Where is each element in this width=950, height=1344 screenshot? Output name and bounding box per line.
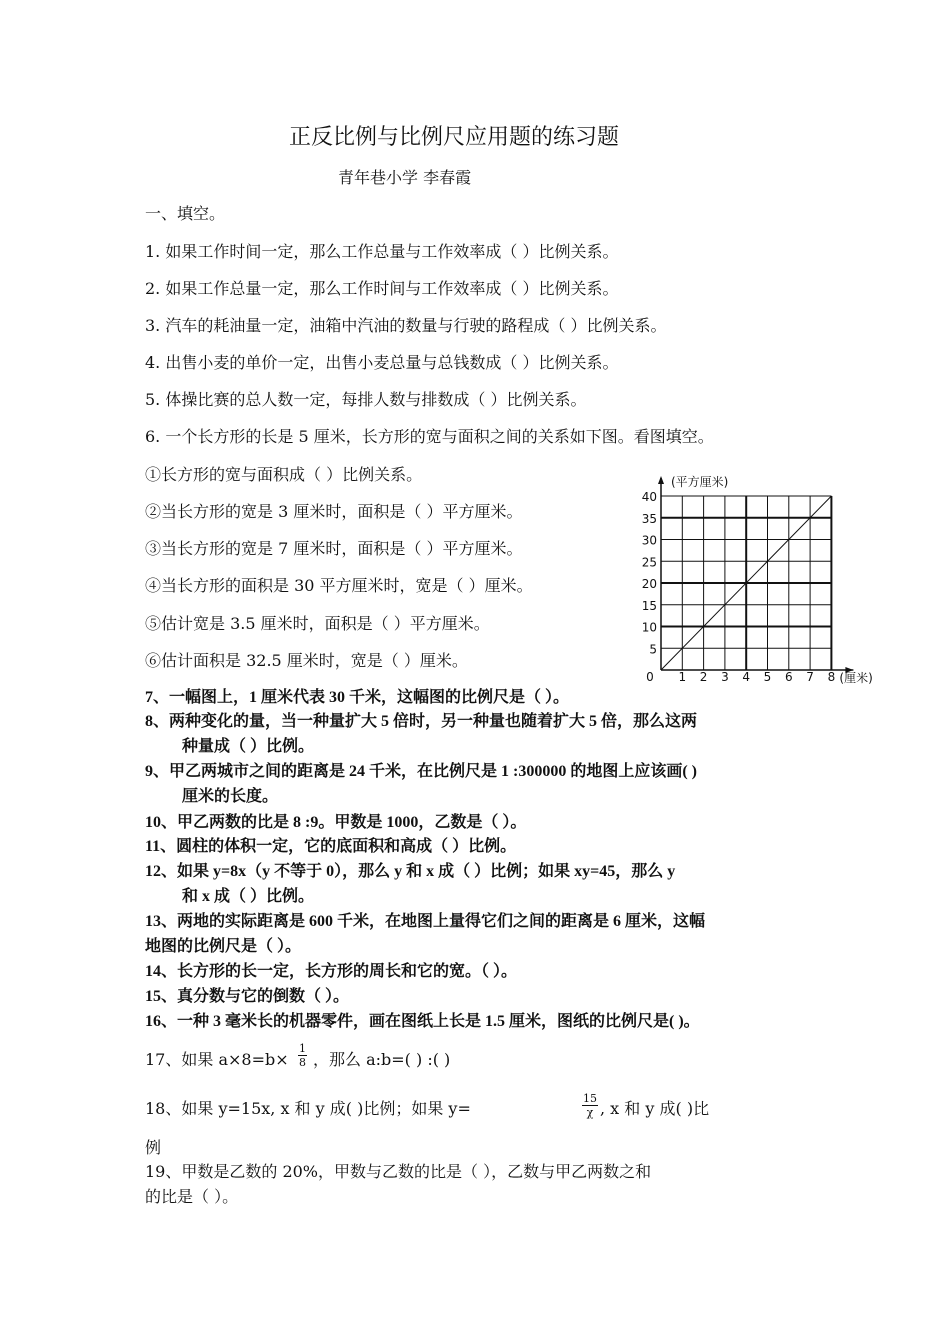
y-tick-label: 30 <box>641 533 657 548</box>
y-tick-label: 25 <box>641 555 657 570</box>
x-tick-label: 0 <box>646 670 654 684</box>
question-13-line-2: 地图的比例尺是（ ）。 <box>145 938 302 955</box>
y-axis-arrow <box>658 476 664 484</box>
question-14: 14、长方形的长一定，长方形的周长和它的宽。（ ）。 <box>145 963 518 980</box>
question-16: 16、一种 3 毫米长的机器零件，画在图纸上长是 1.5 厘米，图纸的比例尺是( )。 <box>145 1013 700 1030</box>
x-tick-label: 2 <box>699 670 708 684</box>
x-tick-label: 7 <box>806 670 814 684</box>
question-6-part-3: ③当长方形的宽是 7 厘米时，面积是（ ）平方厘米。 <box>145 539 523 558</box>
y-tick-label: 5 <box>649 642 657 657</box>
x-tick-label: 5 <box>763 670 772 684</box>
question-3: 3. 汽车的耗油量一定，油箱中汽油的数量与行驶的路程成（ ）比例关系。 <box>145 316 667 335</box>
x-axis-label: (厘米) <box>839 671 873 685</box>
question-6-part-5: ⑤估计宽是 3.5 厘米时，面积是（ ）平方厘米。 <box>145 614 490 633</box>
page-title: 正反比例与比例尺应用题的练习题 <box>289 125 620 150</box>
question-18-part-1: 18、如果 y=15x, x 和 y 成( )比例；如果 y= <box>145 1099 471 1118</box>
question-4: 4. 出售小麦的单价一定，出售小麦总量与总钱数成（ ）比例关系。 <box>145 353 619 372</box>
question-9-line-2: 厘米的长度。 <box>182 788 279 805</box>
question-5: 5. 体操比赛的总人数一定，每排人数与排数成（ ）比例关系。 <box>145 390 587 409</box>
x-tick-label: 3 <box>721 670 729 684</box>
question-2: 2. 如果工作总量一定，那么工作时间与工作效率成（ ）比例关系。 <box>145 279 619 298</box>
y-tick-label: 10 <box>641 620 657 635</box>
y-tick-label: 20 <box>641 577 657 591</box>
y-tick-label: 15 <box>641 598 657 613</box>
question-6-part-2: ②当长方形的宽是 3 厘米时，面积是（ ）平方厘米。 <box>145 502 523 521</box>
question-19-line-1: 19、甲数是乙数的 20%，甲数与乙数的比是（ ），乙数与甲乙两数之和 <box>145 1162 652 1181</box>
question-1: 1. 如果工作时间一定，那么工作总量与工作效率成（ ）比例关系。 <box>145 242 619 261</box>
section-heading: 一、填空。 <box>145 204 226 223</box>
width-area-chart <box>636 462 892 690</box>
question-6-part-6: ⑥估计面积是 32.5 厘米时，宽是（ ）厘米。 <box>145 651 468 670</box>
x-tick-label: 4 <box>742 670 751 684</box>
question-6-part-1: ①长方形的宽与面积成（ ）比例关系。 <box>145 465 423 484</box>
fraction-denominator: 8 <box>299 1056 306 1069</box>
question-9-line-1: 9、甲乙两城市之间的距离是 24 千米，在比例尺是 1 :300000 的地图上应该画( ) <box>145 763 697 780</box>
question-17-part-2: ，那么 a:b=( ) :( ) <box>313 1050 451 1069</box>
question-18-part-3: 例 <box>145 1138 162 1157</box>
author-line: 青年巷小学 李春霞 <box>338 168 472 187</box>
question-7: 7、一幅图上，1 厘米代表 30 千米，这幅图的比例尺是（ ）。 <box>145 689 570 706</box>
x-tick-label: 1 <box>678 670 687 684</box>
question-6-part-4: ④当长方形的面积是 30 平方厘米时，宽是（ ）厘米。 <box>145 576 533 595</box>
x-tick-label: 6 <box>784 670 793 684</box>
question-6: 6. 一个长方形的长是 5 厘米，长方形的宽与面积之间的关系如下图。看图填空。 <box>145 427 714 446</box>
question-12-line-2: 和 x 成（ ）比例。 <box>182 888 315 905</box>
y-axis-label: (平方厘米) <box>671 475 729 489</box>
fraction-denominator: χ <box>586 1106 594 1119</box>
fraction-numerator: 15 <box>583 1092 597 1105</box>
question-10: 10、甲乙两数的比是 8 :9。甲数是 1000，乙数是（ ）。 <box>145 814 527 831</box>
question-12-line-1: 12、如果 y=8x（y 不等于 0），那么 y 和 x 成（ ）比例；如果 xy=45，那么 y <box>145 863 676 880</box>
question-11: 11、圆柱的体积一定，它的底面积和高成（ ）比例。 <box>145 838 517 855</box>
question-8-line-1: 8、两种变化的量，当一种量扩大 5 倍时，另一种量也随着扩大 5 倍，那么这两 <box>145 713 698 730</box>
question-17-part-1: 17、如果 a×8=b× <box>145 1050 289 1069</box>
x-tick-label: 8 <box>827 670 836 684</box>
question-19-line-2: 的比是（ ）。 <box>145 1187 239 1206</box>
question-13-line-1: 13、两地的实际距离是 600 千米，在地图上量得它们之间的距离是 6 厘米，这幅 <box>145 913 706 930</box>
question-18-part-2: , x 和 y 成( )比 <box>600 1099 710 1118</box>
y-tick-label: 35 <box>641 511 657 526</box>
y-tick-label: 40 <box>641 490 657 504</box>
question-18-fraction <box>582 1093 598 1118</box>
question-17-fraction <box>298 1043 307 1068</box>
question-8-line-2: 种量成（ ）比例。 <box>182 738 315 755</box>
question-15: 15、真分数与它的倒数（ ）。 <box>145 988 350 1005</box>
fraction-numerator: 1 <box>299 1042 306 1055</box>
